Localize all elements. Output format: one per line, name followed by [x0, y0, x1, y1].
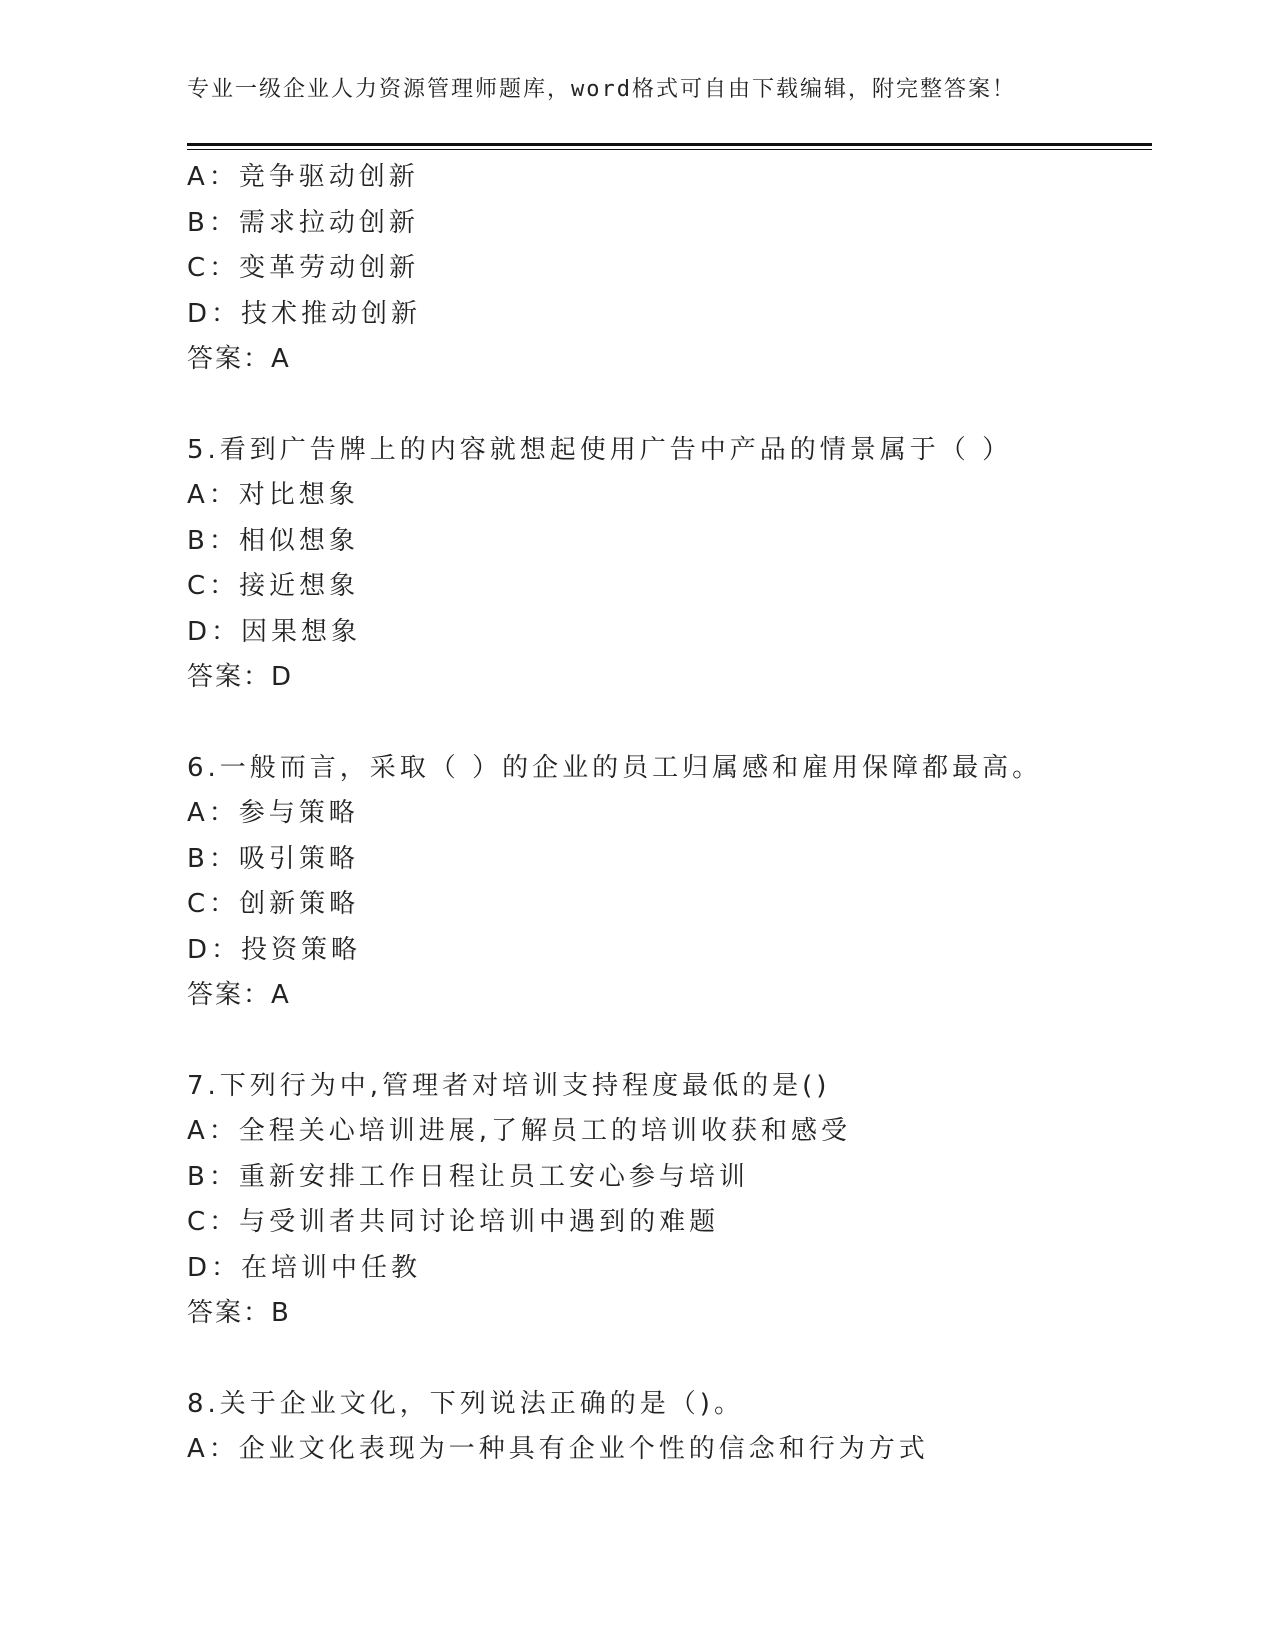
spacer — [187, 1019, 1147, 1064]
question-block — [187, 155, 1147, 383]
header-rule-thick — [187, 143, 1152, 146]
spacer — [187, 383, 1147, 428]
answer-line: 答案：A — [187, 980, 291, 1010]
option-d: D：因果想象 — [187, 616, 362, 647]
option-c: C：与受训者共同讨论培训中遇到的难题 — [187, 1207, 720, 1237]
option-d: D：在培训中任教 — [187, 1252, 422, 1283]
question-stem: 6.一般而言，采取（ ）的企业的员工归属感和雇用保障都最高。 — [187, 752, 1043, 783]
option-c: C：变革劳动创新 — [187, 253, 420, 283]
spacer — [187, 1337, 1147, 1382]
option-a: A：全程关心培训进展,了解员工的培训收获和感受 — [187, 1116, 852, 1146]
answer-line: 答案：A — [187, 344, 291, 374]
question-list — [187, 155, 1147, 1473]
question-block — [187, 428, 1147, 701]
question-block — [187, 1064, 1147, 1337]
option-d: D：投资策略 — [187, 934, 362, 965]
option-a: A：参与策略 — [187, 798, 359, 828]
option-d: D：技术推动创新 — [187, 298, 422, 329]
option-b: B：相似想象 — [187, 525, 359, 556]
header-rule-thin — [187, 149, 1152, 150]
option-b: B：重新安排工作日程让员工安心参与培训 — [187, 1161, 749, 1192]
option-c: C：接近想象 — [187, 571, 360, 601]
option-b: B：吸引策略 — [187, 843, 359, 874]
question-block — [187, 1382, 1147, 1473]
spacer — [187, 701, 1147, 746]
answer-line: 答案：D — [187, 662, 294, 692]
page-header: 专业一级企业人力资源管理师题库，word格式可自由下载编辑，附完整答案！ — [187, 77, 1016, 102]
answer-line: 答案：B — [187, 1298, 291, 1328]
question-stem: 5.看到广告牌上的内容就想起使用广告中产品的情景属于（ ） — [187, 434, 1013, 465]
question-stem: 8.关于企业文化，下列说法正确的是（)。 — [187, 1388, 744, 1419]
option-c: C：创新策略 — [187, 889, 360, 919]
option-a: A：企业文化表现为一种具有企业个性的信念和行为方式 — [187, 1434, 929, 1464]
question-block — [187, 746, 1147, 1019]
option-a: A：竞争驱动创新 — [187, 162, 419, 192]
option-b: B：需求拉动创新 — [187, 207, 419, 238]
option-a: A：对比想象 — [187, 480, 359, 510]
question-stem: 7.下列行为中,管理者对培训支持程度最低的是() — [187, 1070, 831, 1101]
